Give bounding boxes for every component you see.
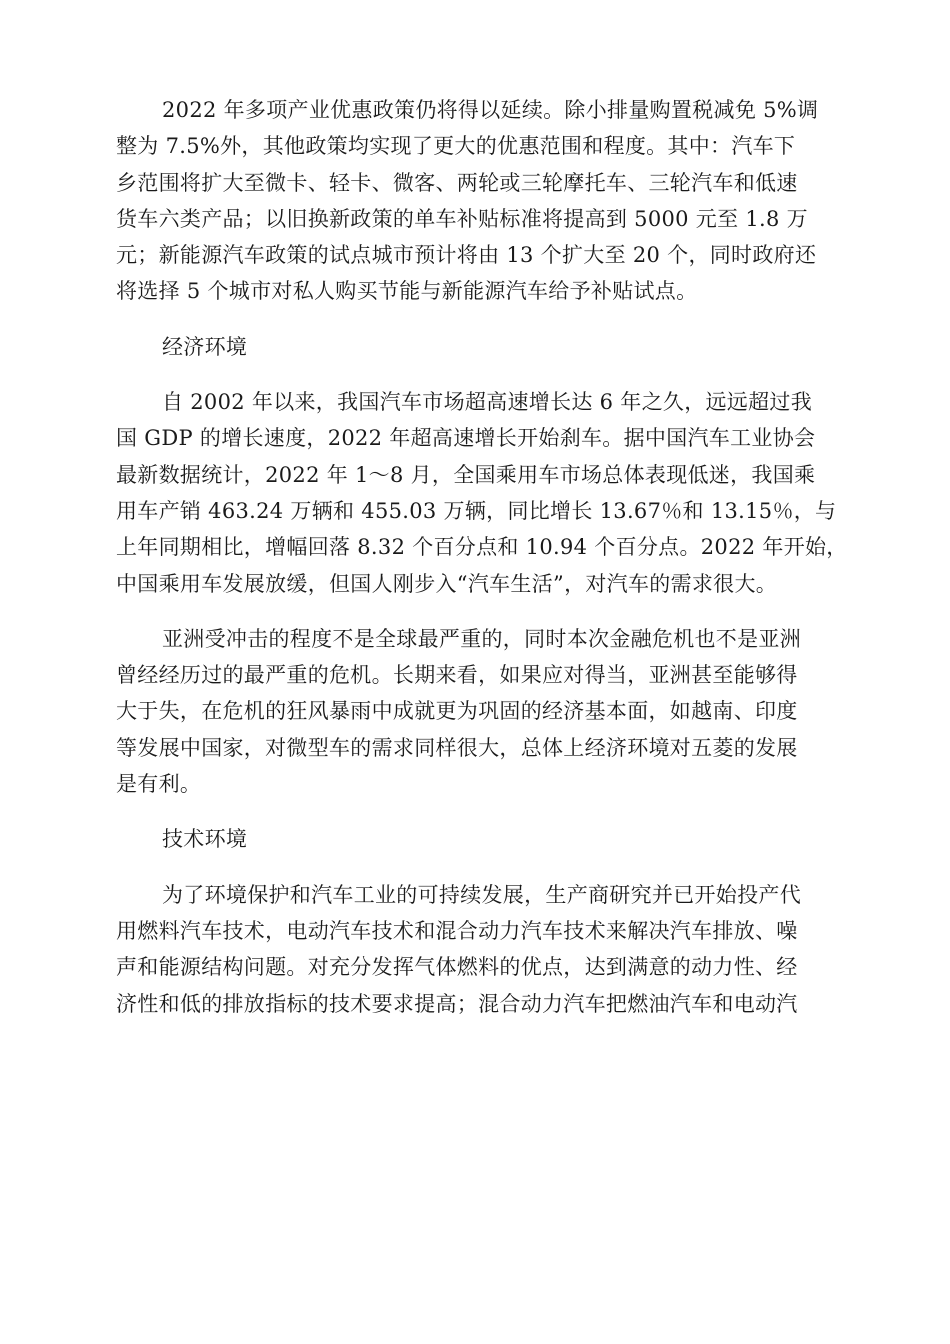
paragraph-technology	[116, 877, 852, 1022]
paragraph-line: 大于失，在危机的狂风暴雨中成就更为巩固的经济基本面，如越南、印度	[116, 699, 798, 724]
paragraph-line: 整为 7.5%外，其他政策均实现了更大的优惠范围和程度。其中：汽车下	[116, 134, 796, 159]
section-heading-text: 技术环境	[162, 827, 248, 852]
paragraph-market	[116, 384, 852, 602]
paragraph-line: 自 2002 年以来，我国汽车市场超高速增长达 6 年之久，远远超过我	[162, 390, 813, 415]
paragraph-line: 2022 年多项产业优惠政策仍将得以延续。除小排量购置税减免 5%调	[162, 98, 819, 122]
paragraph-line: 元；新能源汽车政策的试点城市预计将由 13 个扩大至 20 个，同时政府还	[116, 243, 817, 268]
document-body	[116, 92, 852, 1041]
paragraph-line: 声和能源结构问题。对充分发挥气体燃料的优点，达到满意的动力性、经	[116, 955, 798, 980]
paragraph-line: 将选择 5 个城市对私人购买节能与新能源汽车给予补贴试点。	[116, 279, 698, 304]
paragraph-asia	[116, 621, 852, 802]
paragraph-line: 济性和低的排放指标的技术要求提高；混合动力汽车把燃油汽车和电动汽	[116, 991, 798, 1016]
section-heading-economy	[116, 329, 852, 365]
paragraph-policy	[116, 92, 852, 310]
paragraph-line: 等发展中国家，对微型车的需求同样很大，总体上经济环境对五菱的发展	[116, 735, 798, 760]
paragraph-line: 亚洲受冲击的程度不是全球最严重的，同时本次金融危机也不是亚洲	[162, 626, 801, 651]
paragraph-line: 用车产销 463.24 万辆和 455.03 万辆，同比增长 13.67％和 13.15％，与	[116, 498, 837, 523]
paragraph-line: 为了环境保护和汽车工业的可持续发展，生产商研究并已开始投产代	[162, 882, 801, 907]
paragraph-line: 用燃料汽车技术，电动汽车技术和混合动力汽车技术来解决汽车排放、噪	[116, 918, 798, 943]
paragraph-line: 是有利。	[116, 772, 202, 797]
paragraph-line: 最新数据统计，2022 年 1～8 月，全国乘用车市场总体表现低迷，我国乘	[116, 462, 816, 487]
paragraph-line: 乡范围将扩大至微卡、轻卡、微客、两轮或三轮摩托车、三轮汽车和低速	[116, 170, 798, 195]
paragraph-line: 曾经经历过的最严重的危机。长期来看，如果应对得当，亚洲甚至能够得	[116, 663, 798, 688]
section-heading-text: 经济环境	[162, 334, 248, 359]
paragraph-line: 中国乘用车发展放缓，但国人刚步入“汽车生活”，对汽车的需求很大。	[116, 571, 778, 596]
section-heading-technology	[116, 821, 852, 857]
paragraph-line: 国 GDP 的增长速度，2022 年超高速增长开始刹车。据中国汽车工业协会	[116, 426, 816, 451]
paragraph-line: 货车六类产品；以旧换新政策的单车补贴标准将提高到 5000 元至 1.8 万	[116, 206, 808, 231]
paragraph-line: 上年同期相比，增幅回落 8.32 个百分点和 10.94 个百分点。2022 年开始，	[116, 535, 848, 560]
